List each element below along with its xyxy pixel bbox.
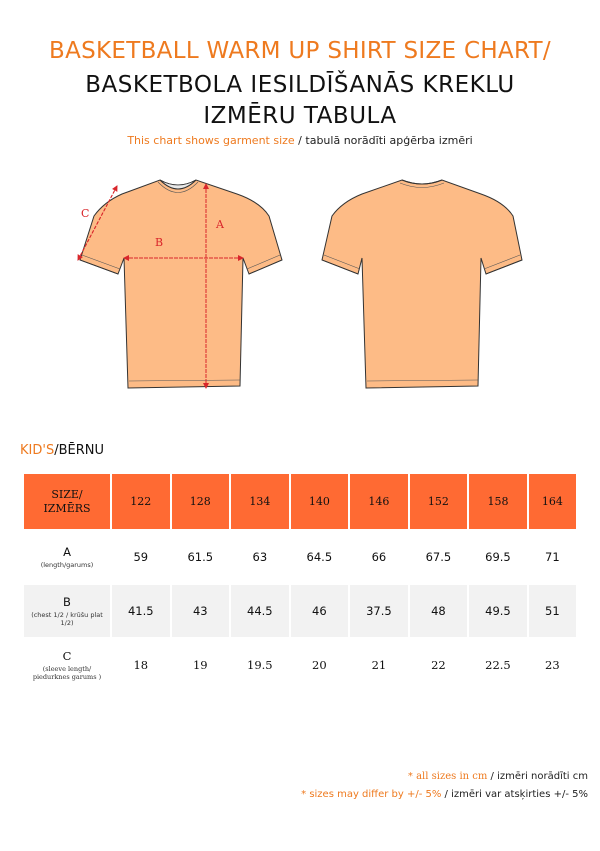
row-label: A [63, 545, 71, 559]
table-cell: 22.5 [485, 658, 511, 672]
row-sublabel: (chest 1/2 / krūšu plat 1/2) [31, 611, 103, 627]
table-cell: 21 [371, 658, 387, 672]
subtitle [0, 134, 600, 147]
table-cell: 71 [545, 550, 560, 564]
table-row-b [24, 585, 576, 637]
row-label: C [62, 649, 72, 663]
table-cell: 46 [291, 585, 349, 637]
table-cell: 51 [529, 585, 576, 637]
size-header: 164 [529, 474, 576, 529]
table-cell: 49.5 [469, 585, 527, 637]
note-units-prefix: * [407, 771, 417, 782]
table-cell: 48 [410, 585, 468, 637]
section-label [20, 443, 104, 458]
size-header-line1: SIZE/ [51, 487, 83, 501]
size-header: 122 [112, 474, 170, 529]
shirt-back-diagram [318, 176, 530, 396]
row-label-cell [24, 585, 110, 637]
table-cell: 22 [431, 658, 446, 672]
measure-b-label: B [155, 236, 164, 249]
subtitle-english: This chart shows garment size [127, 134, 295, 147]
note-tolerance-latvian: / izmēri var atsķirties +/- 5% [441, 789, 588, 800]
title-english: BASKETBALL WARM UP SHIRT SIZE CHART/ [49, 38, 551, 64]
size-header: 134 [231, 474, 289, 529]
table-row-c [24, 639, 576, 691]
note-units-english: all sizes in cm [416, 771, 488, 782]
section-label-english: KID'S [20, 443, 55, 458]
table-cell: 23 [545, 658, 560, 672]
size-header: 128 [172, 474, 230, 529]
row-sublabel: (length/garums) [40, 561, 94, 569]
size-header-cell [24, 474, 110, 529]
shirt-front-body [80, 180, 282, 388]
size-header: 158 [469, 474, 527, 529]
table-cell: 64.5 [306, 550, 333, 564]
measure-a-label: A [216, 218, 224, 231]
table-cell: 59 [133, 550, 149, 564]
table-cell: 43 [172, 585, 230, 637]
table-cell: 44.5 [231, 585, 289, 637]
section-label-latvian: /BĒRNU [54, 443, 104, 458]
table-cell: 63 [252, 550, 268, 564]
table-cell: 69.5 [485, 550, 511, 564]
title-latvian-line1: BASKETBOLA IESILDĪŠANĀS KREKLU [85, 72, 515, 98]
table-cell: 18 [133, 658, 149, 672]
table-cell: 19 [192, 658, 208, 672]
row-label-cell [24, 531, 110, 583]
note-tolerance-english: sizes may differ by +/- 5% [309, 789, 442, 800]
table-header-row [24, 474, 576, 529]
table-cell: 67.5 [425, 550, 452, 564]
table-cell: 66 [371, 550, 387, 564]
table-cell: 20 [312, 658, 327, 672]
subtitle-latvian: / tabulā norādīti apģērba izmēri [294, 134, 473, 147]
measure-c-label: C [81, 207, 90, 220]
size-header: 140 [291, 474, 349, 529]
note-tolerance [301, 789, 588, 800]
table-cell: 19.5 [247, 658, 273, 672]
note-units [408, 771, 588, 782]
shirt-back-body [322, 180, 522, 388]
note-units-latvian: / izmēri norādīti cm [487, 771, 588, 782]
row-label: B [63, 595, 71, 609]
size-header: 152 [410, 474, 468, 529]
table-cell: 37.5 [350, 585, 408, 637]
table-cell: 41.5 [112, 585, 170, 637]
row-label-cell [24, 639, 110, 691]
table-row-a [24, 531, 576, 583]
shirt-front-diagram [72, 176, 284, 396]
size-table [22, 472, 578, 693]
note-tolerance-prefix: * [301, 789, 310, 800]
size-header-line2: IZMĒRS [43, 501, 91, 515]
table-cell: 61.5 [187, 550, 214, 564]
size-header: 146 [350, 474, 408, 529]
title-latvian-line2: IZMĒRU TABULA [203, 103, 397, 129]
row-sublabel: (sleeve length/ piedurknes garums ) [32, 665, 102, 681]
